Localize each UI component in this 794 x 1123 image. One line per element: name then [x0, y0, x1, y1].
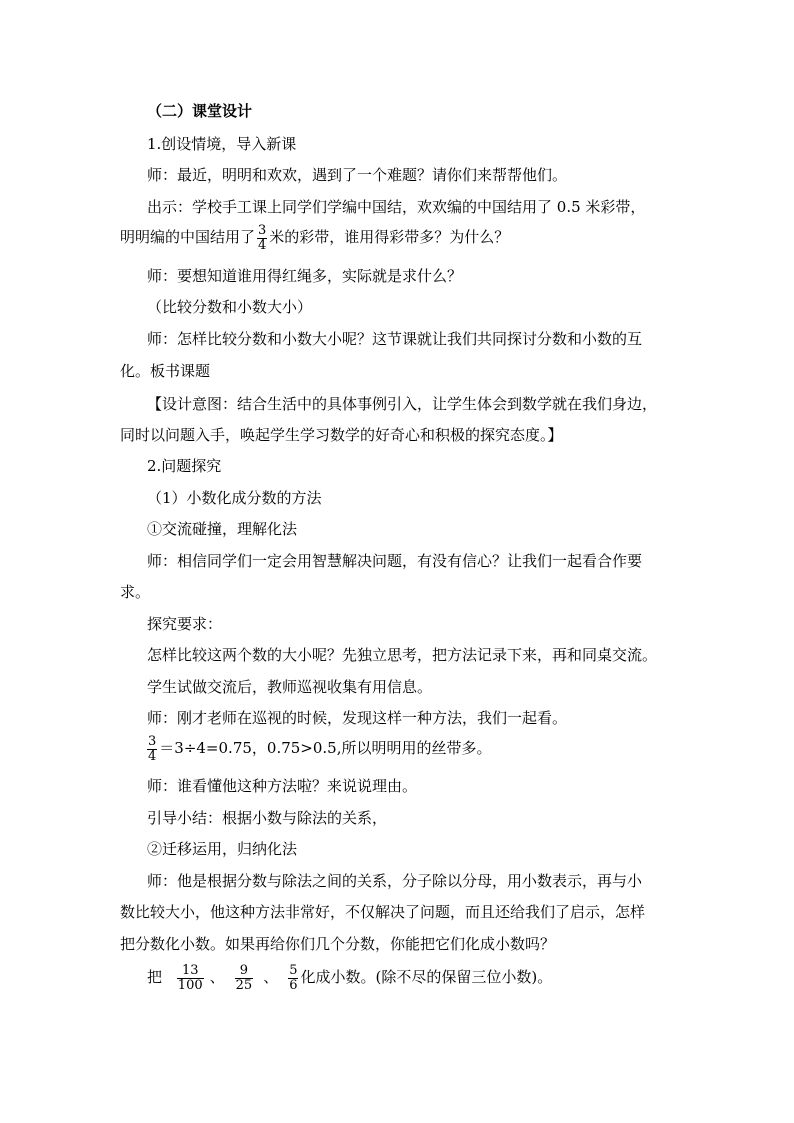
- fraction-9-25: [235, 964, 254, 993]
- exercise-line: [147, 962, 677, 993]
- paragraph-student-exchange: 学生试做交流后，教师巡视收集有用信息。: [147, 678, 433, 696]
- equation-text: ＝3÷4=0.75，0.75>0.5,所以明明用的丝带多。: [159, 739, 492, 757]
- paragraph-who-understands: 师：谁看懂他这种方法啦？来说说理由。: [147, 777, 418, 795]
- paragraph-guide-summary: 引导小结：根据小数与除法的关系，: [147, 809, 388, 827]
- fraction-denominator: 4: [148, 748, 157, 764]
- fraction-denominator: 4: [258, 237, 267, 253]
- paragraph-requirements: 怎样比较这两个数的大小呢？先独立思考，把方法记录下来，再和同桌交流。: [147, 646, 658, 664]
- paragraph-requirements-label: 探究要求：: [147, 615, 223, 633]
- paragraph-confidence-line-1: 师：相信同学们一定会用智慧解决问题，有没有信心？让我们一起看合作要: [147, 552, 643, 570]
- fraction-numerator: 9: [235, 964, 254, 979]
- exercise-prefix: 把: [147, 968, 163, 986]
- paragraph-question: 师：要想知道谁用得红绳多，实际就是求什么？: [147, 267, 463, 285]
- paragraph-relation-line-1: 师：他是根据分数与除法之间的关系，分子除以分母，用小数表示，再与小: [147, 872, 643, 890]
- paragraph-relation-line-2: 数比较大小，他这种方法非常好，不仅解决了问题，而且还给我们了启示，怎样: [120, 903, 646, 921]
- fraction-numerator: 5: [289, 962, 298, 978]
- section-title: （二）课堂设计: [147, 102, 253, 120]
- fraction-three-quarters-eq: [147, 735, 157, 764]
- paragraph-compare-line-1: 师：怎样比较分数和小数大小呢？这节课就让我们共同探讨分数和小数的互: [147, 330, 643, 348]
- fraction-numerator: 3: [258, 222, 267, 238]
- section-1-heading: 1.创设情境，导入新课: [147, 135, 297, 153]
- exercise-suffix: 化成小数。(除不尽的保留三位小数)。: [300, 968, 553, 986]
- design-intent-line-1: 【设计意图：结合生活中的具体事例引入，让学生体会到数学就在我们身边，: [147, 395, 658, 413]
- paragraph-answer: （比较分数和小数大小）: [147, 298, 313, 316]
- fraction-numerator: 13: [177, 964, 204, 979]
- section-2-heading: 2.问题探究: [147, 457, 222, 475]
- design-intent-line-2: 同时以问题入手，唤起学生学习数学的好奇心和积极的探究态度。】: [120, 426, 563, 444]
- paragraph-relation-line-3: 把分数化小数。如果再给你们几个分数，你能把它们化成小数吗？: [120, 935, 556, 953]
- fraction-denominator: 100: [177, 977, 203, 993]
- fraction-5-6: [288, 964, 298, 993]
- separator-2: 、: [263, 968, 279, 986]
- paragraph-confidence-line-2: 求。: [120, 583, 151, 601]
- subsection-step-1: ①交流碰撞，理解化法: [147, 520, 298, 538]
- fraction-denominator: 6: [289, 977, 298, 993]
- paragraph-teacher-intro: 师：最近，明明和欢欢，遇到了一个难题？请你们来帮帮他们。: [147, 166, 568, 184]
- paragraph-compare-line-2: 化。板书课题: [120, 362, 211, 380]
- fraction-denominator: 25: [235, 977, 253, 993]
- paragraph-show-line-2: [120, 222, 650, 253]
- show-line-2-text-after: 米的彩带，谁用得彩带多？为什么？: [269, 228, 510, 246]
- fraction-13-100: [177, 964, 204, 993]
- paragraph-show-line-1: 出示：学校手工课上同学们学编中国结，欢欢编的中国结用了 0.5 米彩带，: [147, 198, 646, 216]
- paragraph-teacher-method: 师：刚才老师在巡视的时候，发现这样一种方法，我们一起看。: [147, 709, 568, 727]
- equation-line: [147, 733, 677, 764]
- subsection-step-2: ②迁移运用，归纳化法: [147, 840, 298, 858]
- fraction-three-quarters: [257, 224, 267, 253]
- separator-1: 、: [209, 968, 225, 986]
- fraction-numerator: 3: [148, 733, 157, 749]
- show-line-2-text-before: 明明编的中国结用了: [120, 228, 256, 246]
- subsection-heading-1: （1）小数化成分数的方法: [147, 489, 322, 507]
